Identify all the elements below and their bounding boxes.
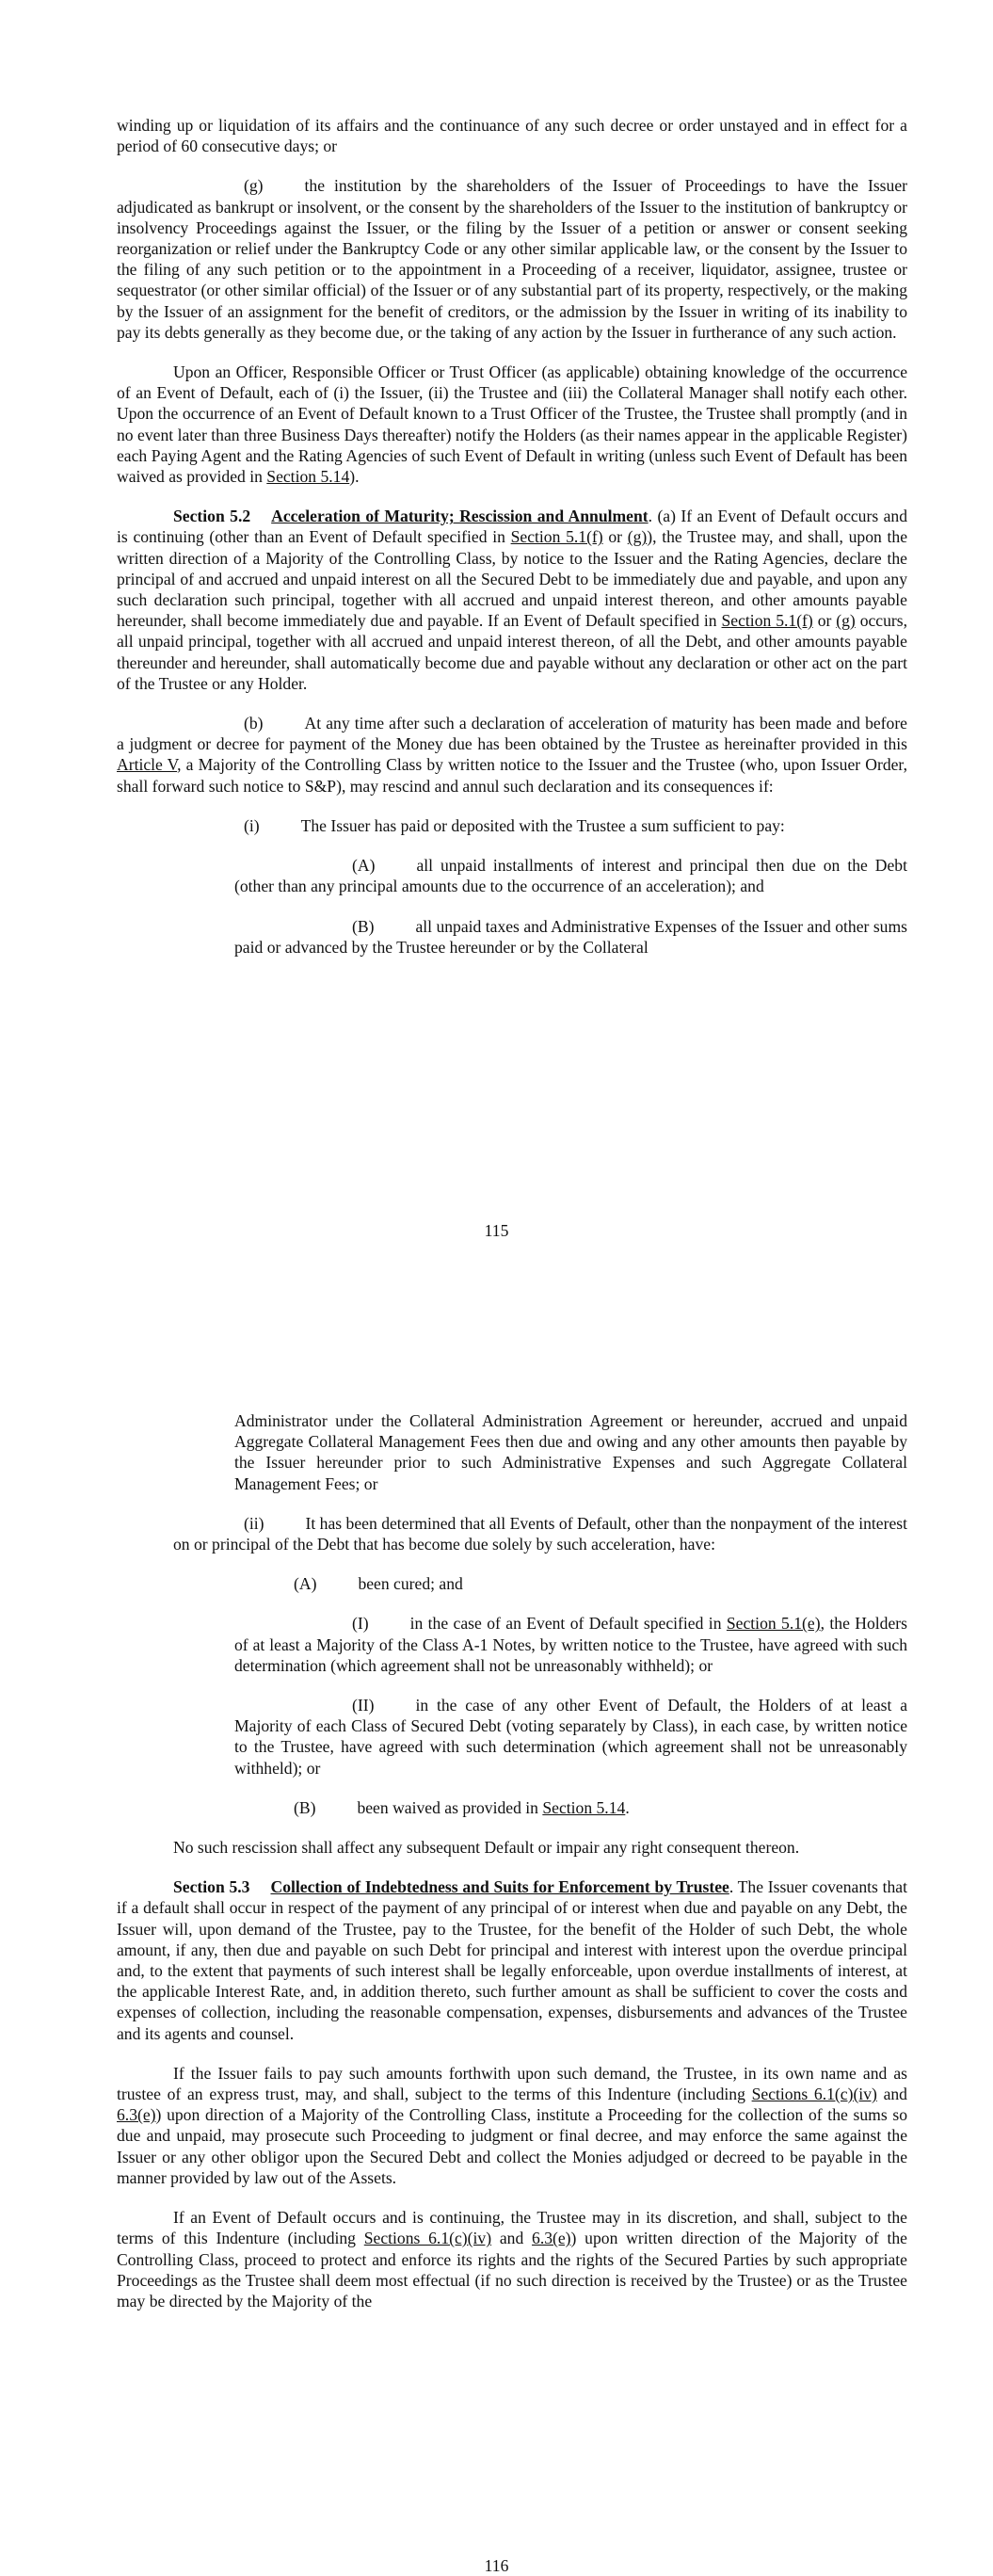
subclause-B: (B) been waived as provided in Section 5.14. — [294, 1797, 630, 1817]
clause-label: (A) — [294, 1574, 317, 1594]
notice-paragraph: Upon an Officer, Responsible Officer or Trust Officer (as applicable) obtaining knowledge of the occurrence of an Event of Default, each of (i) the Issuer, (ii) the Trustee and (iii) the Collateral Manager shall notify each other. Upon the occurrence of an Event of Default known to a Trust Officer of the Trustee, the Trustee shall promptly (and in no event later than three Business Days thereafter) notify the Holders (as their names appear in the applicable Register) each Paying Agent and the Rating Agencies of such Event of Default in writing (unless such Event of Default has been waived as provided in Section 5.14). — [117, 362, 907, 487]
enforcement-paragraph: If an Event of Default occurs and is continuing, the Trustee may in its discretion, and shall, subject to the terms of this Indenture (including Sections 6.1(c)(iv) and 6.3(e)) upon written direction of the Majority of the Controlling Class, proceed to protect and enforce its rights and the rights of the Secured Parties by such appropriate Proceedings as the Trustee shall deem most effectual (if no such direction is received by the Trustee) or as the Trustee may be directed by the Majority of the — [117, 2208, 907, 2310]
failure-to-pay-paragraph: If the Issuer fails to pay such amounts forthwith upon such demand, the Trustee, in its own name and as trustee of an express trust, may, and shall, subject to the terms of this Indenture (including Sections 6.1(c)(iv) and 6.3(e)) upon direction of a Majority of the Controlling Class, institute a Proceeding for the collection of the sums so due and unpaid, may prosecute such Proceeding to judgment or final decree, and may enforce the same against the Issuer or any other obligor upon the Secured Debt and collect the Monies adjudged or decreed to be payable in the manner provided by law out of the Assets. — [117, 2063, 907, 2187]
clause-label: (II) — [352, 1696, 375, 1715]
page-number: 115 — [484, 1221, 509, 1240]
subclause-A: (A) been cured; and — [294, 1574, 463, 1594]
cross-reference: 6.3(e) — [117, 2105, 156, 2125]
clause-label: (B) — [294, 1797, 316, 1817]
section-title: Collection of Indebtedness and Suits for Enforcement by Trustee — [270, 1877, 729, 1897]
section-label: Section 5.2 — [173, 507, 251, 526]
clause-label: (i) — [244, 815, 260, 835]
subclause-A: (A) all unpaid installments of interest and principal then due on the Debt (other than any principal amounts due to the occurrence of an acceleration); and — [234, 856, 907, 896]
paragraph-continuation: winding up or liquidation of its affairs and the continuance of any such decree or order unstayed and in effect for a period of 60 consecutive days; or — [117, 116, 907, 156]
section-label: Section 5.3 — [173, 1877, 250, 1897]
cross-reference: Section 5.14 — [542, 1797, 626, 1817]
subclause-i: (i) The Issuer has paid or deposited with the Trustee a sum sufficient to pay: — [244, 815, 785, 835]
subclause-ii: (ii) It has been determined that all Events of Default, other than the nonpayment of the interest on or principal of the Debt that has become due solely by such acceleration, have: — [173, 1513, 907, 1554]
clause-label: (g) — [244, 176, 264, 196]
clause-label: (I) — [352, 1614, 369, 1634]
cross-reference: Section 5.1(e) — [726, 1614, 821, 1634]
subclause-I: (I) in the case of an Event of Default specified in Section 5.1(e), the Holders of at least a Majority of the Class A-1 Notes, by written notice to the Trustee, have agreed with such determination (which agreement shall not be unreasonably withheld); or — [234, 1614, 907, 1675]
clause-label: (A) — [352, 856, 376, 876]
page-116 — [0, 1290, 993, 2575]
cross-reference: Sections 6.1(c)(iv) — [751, 2085, 877, 2104]
page-number: 116 — [484, 2556, 509, 2575]
subclause-B-continuation: Administrator under the Collateral Administration Agreement or hereunder, accrued and unpaid Aggregate Collateral Management Fees then due and owing and any other amounts then payable by the Issuer hereunder prior to such Administrative Expenses and such Aggregate Collateral Management Fees; or — [234, 1411, 907, 1493]
clause-b: (b) At any time after such a declaration of acceleration of maturity has been made and before a judgment or decree for payment of the Money due has been obtained by the Trustee as hereinafter provided in this Article V, a Majority of the Controlling Class by written notice to the Issuer and the Trustee (who, upon Issuer Order, shall forward such notice to S&P), may rescind and annul such declaration and its consequences if: — [117, 714, 907, 796]
clause-label: (ii) — [244, 1513, 264, 1533]
cross-reference: Section 5.14 — [266, 467, 350, 487]
clause-label: (B) — [352, 916, 375, 936]
clause-g: (g) the institution by the shareholders of the Issuer of Proceedings to have the Issuer adjudicated as bankrupt or insolvent, or the consent by the shareholders of the Issuer to the institution of bankruptcy or insolvency Proceedings against the Issuer, or the filing by the Issuer of a petition or answer or consent seeking reorganization or relief under the Bankruptcy Code or any other similar applicable law, or the consent by the Issuer to the filing of any such petition or to the appointment in a Proceeding of a receiver, liquidator, assignee, trustee or sequestrator (or other similar official) of the Issuer or of any substantial part of its property, respectively, or the making by the Issuer of an assignment for the benefit of creditors, or the admission by the Issuer in writing of its inability to pay its debts generally as they become due, or the taking of any action by the Issuer in furtherance of any such action. — [117, 176, 907, 342]
cross-reference: Article V — [117, 755, 178, 775]
section-5-2: Section 5.2 Acceleration of Maturity; Rescission and Annulment. (a) If an Event of Default occurs and is continuing (other than an Event of Default specified in Section 5.1(f) or (g)), the Trustee may, and shall, upon the written direction of a Majority of the Controlling Class, by notice to the Issuer and the Rating Agencies, declare the principal of and accrued and unpaid interest on all the Secured Debt to be immediately due and payable, and upon any such declaration such principal, together with all accrued and unpaid interest thereon, and other amounts payable hereunder, shall become immediately due and payable. If an Event of Default specified in Section 5.1(f) or (g) occurs, all unpaid principal, together with all accrued and unpaid interest thereon, of all the Debt, and other amounts payable thereunder and hereunder, shall automatically become due and payable without any declaration or other act on the part of the Trustee or any Holder. — [117, 507, 908, 693]
clause-label: (b) — [244, 714, 264, 733]
page-116-body — [117, 1410, 907, 2311]
cross-reference: Section 5.1(f) — [510, 527, 603, 547]
subclause-B: (B) all unpaid taxes and Administrative Expenses of the Issuer and other sums paid or advanced by the Trustee hereunder or by the Collateral — [234, 916, 907, 957]
section-5-3: Section 5.3 Collection of Indebtedness and Suits for Enforcement by Trustee. The Issuer covenants that if a default shall occur in respect of the payment of any principal of or interest when due and payable on any Debt, the Issuer will, upon demand of the Trustee, pay to the Trustee, for the benefit of the Holder of such Debt, the whole amount, if any, then due and payable on such Debt for principal and interest with interest upon the overdue principal and, to the extent that payments of such interest shall be legally enforceable, upon overdue installments of interest, at the applicable Interest Rate, and, in addition thereto, such further amount as shall be sufficient to cover the costs and expenses of collection, including the reasonable compensation, expenses, disbursements and advances of the Trustee and its agents and counsel. — [117, 1877, 908, 2043]
cross-reference: Sections 6.1(c)(iv) — [363, 2229, 492, 2248]
cross-reference: 6.3(e) — [532, 2229, 571, 2248]
page-115-body — [117, 115, 907, 958]
subclause-II: (II) in the case of any other Event of Default, the Holders of at least a Majority of each Class of Secured Debt (voting separately by Class), in each case, by written notice to the Trustee, have agreed with such determination (which agreement shall not be unreasonably withheld); or — [234, 1696, 907, 1778]
section-title: Acceleration of Maturity; Rescission and Annulment — [271, 507, 649, 526]
rescission-note: No such rescission shall affect any subsequent Default or impair any right consequent thereon. — [173, 1838, 800, 1858]
cross-reference: Section 5.1(f) — [721, 611, 813, 631]
cross-reference: (g) — [627, 527, 648, 547]
cross-reference: (g) — [836, 611, 856, 631]
